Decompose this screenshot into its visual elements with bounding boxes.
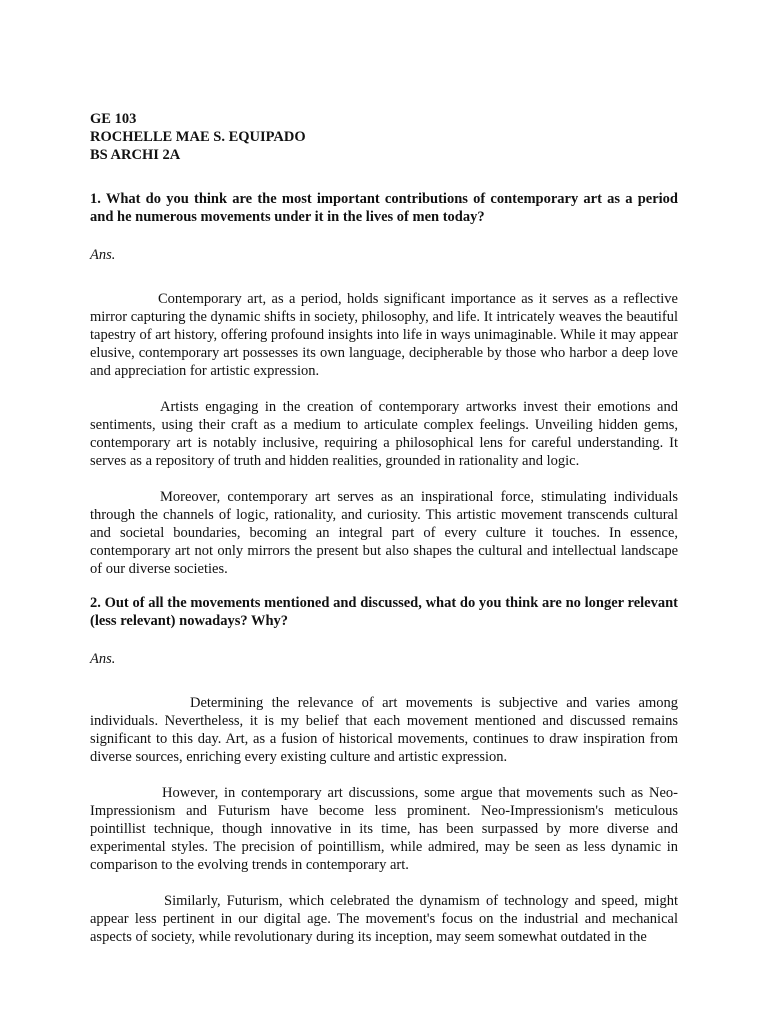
student-name: ROCHELLE MAE S. EQUIPADO	[90, 129, 306, 145]
question-1: 1. What do you think are the most important contributions of contemporary art as a period and he numerous movements under it in the lives of men today?	[90, 191, 678, 225]
course-code: GE 103	[90, 111, 137, 127]
answer-label-1: Ans.	[90, 247, 116, 263]
q2-paragraph-2: However, in contemporary art discussions, some argue that movements such as Neo-Impressionism and Futurism have become less prominent. Neo-Impressionism's meticulous pointillist technique, though innovative in its time, has been surpassed by more diverse and experimental styles. The precision of pointillism, while admired, may be seen as less dynamic in comparison to the evolving trends in contemporary art.	[90, 785, 678, 873]
q2-paragraph-1: Determining the relevance of art movements is subjective and varies among individuals. Nevertheless, it is my belief that each movement mentioned and discussed remains significant to this day. Art, as a fusion of historical movements, continues to draw inspiration from diverse sources, enriching every existing culture and artistic expression.	[90, 695, 678, 765]
q1-paragraph-3: Moreover, contemporary art serves as an inspirational force, stimulating individuals through the channels of logic, rationality, and curiosity. This artistic movement transcends cultural and societal boundaries, becoming an integral part of every culture it touches. In essence, contemporary art not only mirrors the present but also shapes the cultural and intellectual landscape of our diverse societies.	[90, 489, 678, 577]
answer-label-2: Ans.	[90, 651, 116, 667]
question-2: 2. Out of all the movements mentioned and discussed, what do you think are no longer relevant (less relevant) nowadays? Why?	[90, 595, 678, 629]
q1-paragraph-2: Artists engaging in the creation of contemporary artworks invest their emotions and sentiments, using their craft as a medium to articulate complex feelings. Unveiling hidden gems, contemporary art is notably inclusive, requiring a philosophical lens for careful understanding. It serves as a repository of truth and hidden realities, grounded in rationality and logic.	[90, 399, 678, 469]
student-program: BS ARCHI 2A	[90, 147, 181, 163]
document-header	[90, 110, 678, 164]
q2-paragraph-3: Similarly, Futurism, which celebrated the dynamism of technology and speed, might appear less pertinent in our digital age. The movement's focus on the industrial and mechanical aspects of society, while revolutionary during its inception, may seem somewhat outdated in the	[90, 893, 678, 945]
q1-paragraph-1: Contemporary art, as a period, holds significant importance as it serves as a reflective mirror capturing the dynamic shifts in society, philosophy, and life. It intricately weaves the beautiful tapestry of art history, offering profound insights into life in ways unimaginable. While it may appear elusive, contemporary art possesses its own language, decipherable by those who harbor a deep love and appreciation for artistic expression.	[90, 291, 678, 379]
